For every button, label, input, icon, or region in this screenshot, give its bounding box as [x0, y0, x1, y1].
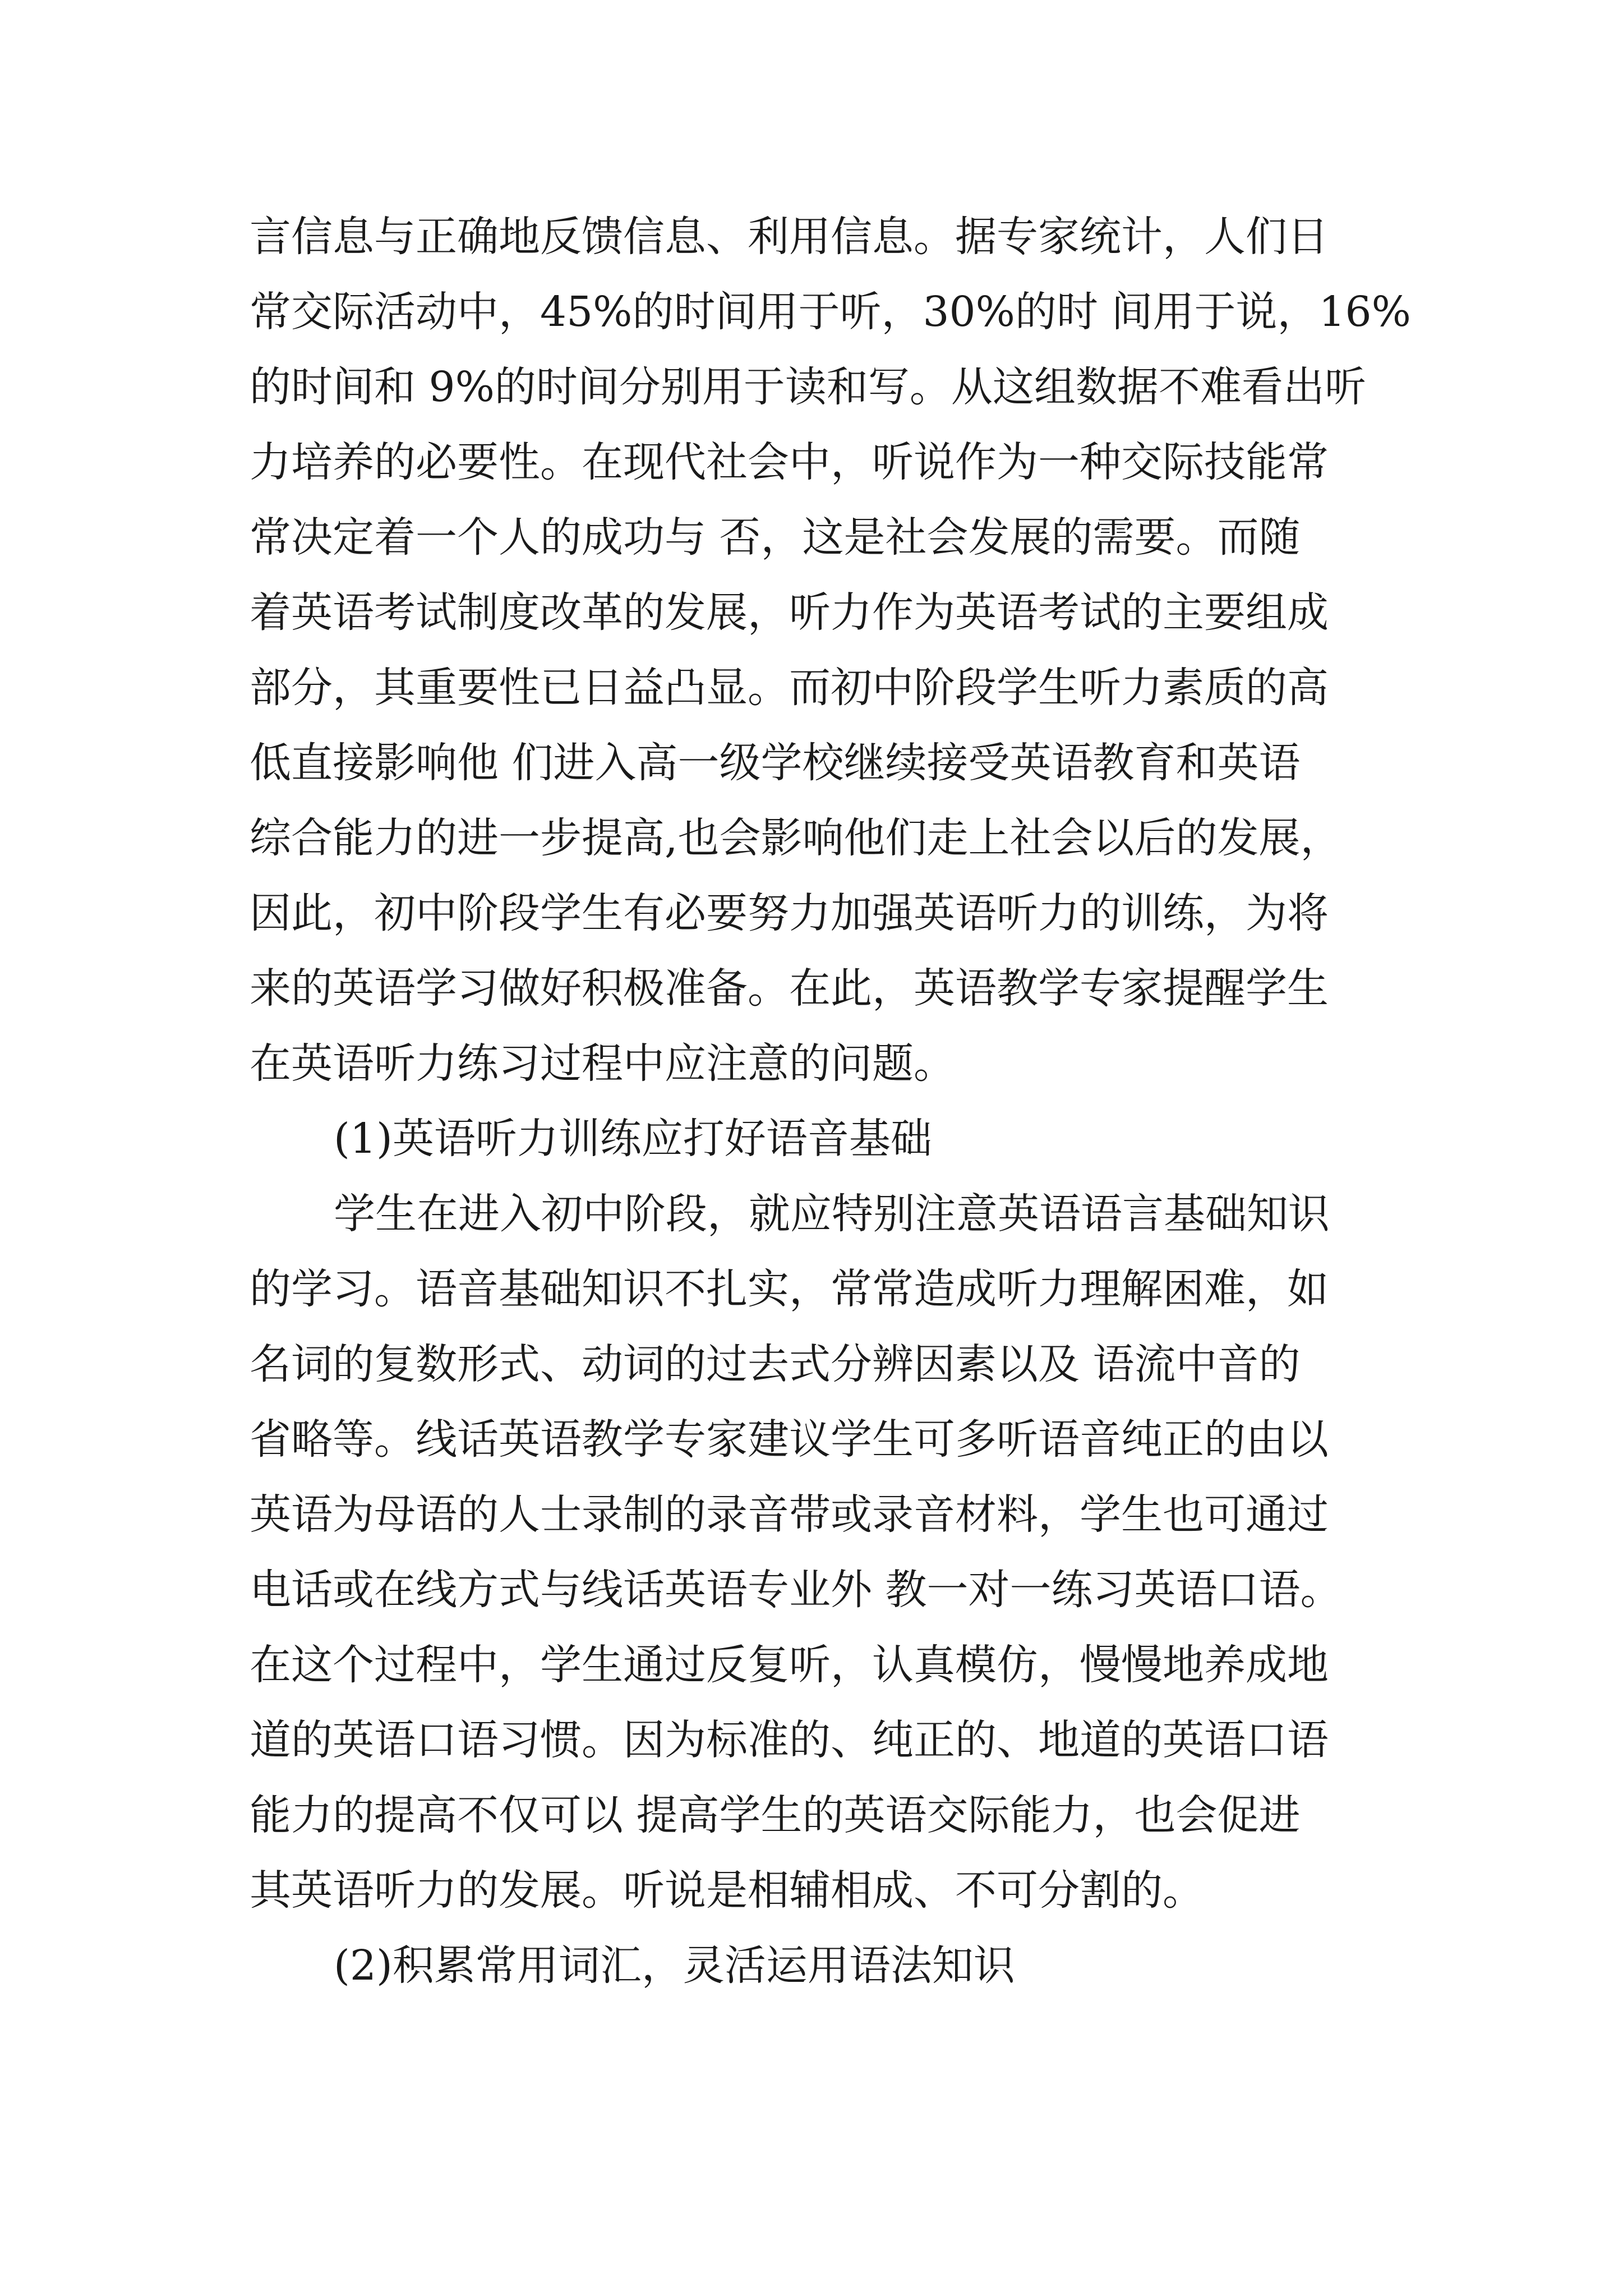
text-line: 综合能力的进一步提高,也会影响他们走上社会以后的发展， [250, 814, 1342, 862]
section-heading: (1)英语听力训练应打好语音基础 [334, 1115, 932, 1163]
text-line: 因此，初中阶段学生有必要努力加强英语听力的训练，为将 [250, 889, 1329, 937]
text-line: 的时间和 9%的时间分别用于读和写。从这组数据不难看出听 [250, 363, 1366, 411]
text-line: 力培养的必要性。在现代社会中，听说作为一种交际技能常 [250, 438, 1329, 486]
text-line: 言信息与正确地反馈信息、利用信息。据专家统计，人们日 [250, 213, 1329, 261]
section-heading: (2)积累常用词汇，灵活运用语法知识 [334, 1941, 1015, 1990]
text-line: 在这个过程中，学生通过反复听，认真模仿，慢慢地养成地 [250, 1641, 1329, 1689]
text-line: 在英语听力练习过程中应注意的问题。 [250, 1039, 955, 1088]
text-line: 常决定着一个人的成功与 否，这是社会发展的需要。而随 [250, 513, 1301, 562]
text-line: 的学习。语音基础知识不扎实，常常造成听力理解困难，如 [250, 1265, 1329, 1313]
text-line: 常交际活动中，45%的时间用于听，30%的时 间用于说，16% [250, 288, 1411, 336]
text-line: 电话或在线方式与线话英语专业外 教一对一练习英语口语。 [250, 1566, 1342, 1614]
text-line: 来的英语学习做好积极准备。在此，英语教学专家提醒学生 [250, 964, 1329, 1013]
body-text [250, 199, 1411, 2003]
text-line: 低直接影响他 们进入高一级学校继续接受英语教育和英语 [250, 739, 1301, 787]
text-line: 英语为母语的人士录制的录音带或录音材料，学生也可通过 [250, 1490, 1329, 1539]
text-line: 道的英语口语习惯。因为标准的、纯正的、地道的英语口语 [250, 1716, 1329, 1764]
text-line: 着英语考试制度改革的发展，听力作为英语考试的主要组成 [250, 588, 1329, 637]
text-line: 省略等。线话英语教学专家建议学生可多听语音纯正的由以 [250, 1415, 1329, 1464]
text-line: 能力的提高不仅可以 提高学生的英语交际能力，也会促进 [250, 1791, 1301, 1839]
text-line: 学生在进入初中阶段，就应特别注意英语语言基础知识 [334, 1190, 1330, 1238]
text-line: 部分，其重要性已日益凸显。而初中阶段学生听力素质的高 [250, 664, 1329, 712]
text-line: 其英语听力的发展。听说是相辅相成、不可分割的。 [250, 1866, 1204, 1915]
text-line: 名词的复数形式、动词的过去式分辨因素以及 语流中音的 [250, 1340, 1301, 1388]
